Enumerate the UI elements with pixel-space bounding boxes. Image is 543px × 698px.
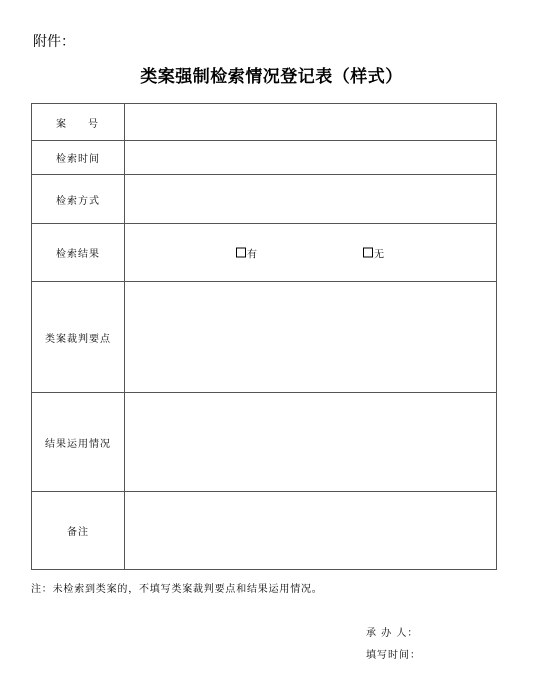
table-row-key-points — [32, 282, 497, 393]
result-yes-label: 有 — [247, 249, 257, 260]
fill-time-label: 填写时间： — [366, 650, 421, 661]
footnote: 注：未检索到类案的，不填写类案裁判要点和结果运用情况。 — [31, 584, 323, 595]
table-row-search-method — [32, 175, 497, 224]
usage-field[interactable] — [125, 393, 497, 492]
remarks-field[interactable] — [125, 492, 497, 570]
search-time-label: 检索时间 — [32, 141, 125, 175]
result-yes-option[interactable] — [236, 245, 257, 260]
search-result-label: 检索结果 — [32, 224, 125, 282]
search-method-label: 检索方式 — [32, 175, 125, 224]
result-no-option[interactable] — [363, 245, 384, 260]
table-row-search-time — [32, 141, 497, 175]
attachment-label: 附件： — [33, 34, 75, 50]
search-time-field[interactable] — [125, 141, 497, 175]
case-number-field[interactable] — [125, 104, 497, 141]
handler-label: 承 办 人： — [366, 628, 419, 639]
form-title: 类案强制检索情况登记表（样式） — [140, 67, 403, 87]
table-row-case-number — [32, 104, 497, 141]
case-number-label: 案号 — [56, 118, 120, 130]
table-row-search-result — [32, 224, 497, 282]
checkbox-no[interactable] — [363, 248, 373, 258]
table-row-usage — [32, 393, 497, 492]
key-points-field[interactable] — [125, 282, 497, 393]
checkbox-yes[interactable] — [236, 248, 246, 258]
search-method-field[interactable] — [125, 175, 497, 224]
registration-table — [31, 103, 497, 570]
key-points-label: 类案裁判要点 — [32, 282, 125, 393]
table-row-remarks — [32, 492, 497, 570]
result-no-label: 无 — [374, 249, 384, 260]
remarks-label: 备注 — [32, 492, 125, 570]
usage-label: 结果运用情况 — [32, 393, 125, 492]
